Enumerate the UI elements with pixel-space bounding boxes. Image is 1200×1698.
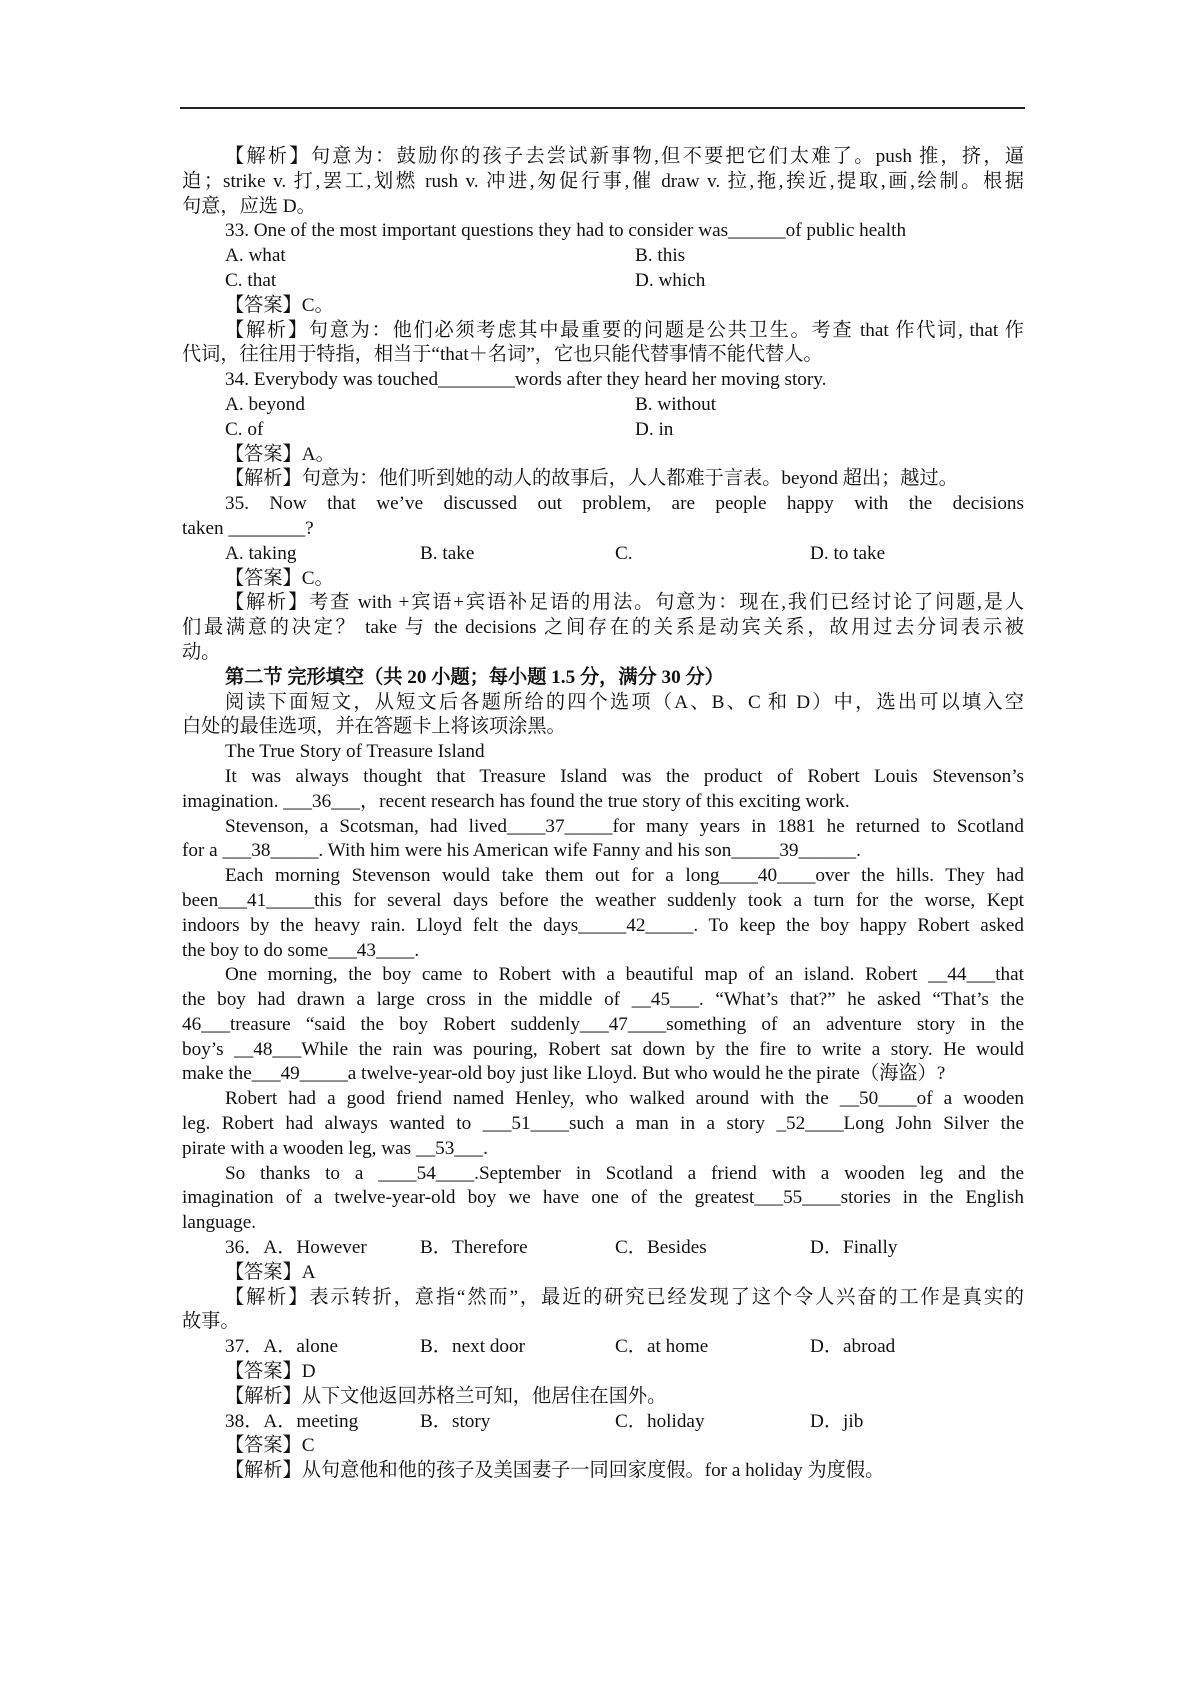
text-line: 【解析】从句意他和他的孩子及美国妻子一同回家度假。for a holiday 为度假。 bbox=[225, 1460, 885, 1482]
option-b: B. take bbox=[420, 542, 475, 564]
option-c: C．Besides bbox=[615, 1237, 707, 1259]
text-line: 【解析】句意为：他们必须考虑其中最重要的问题是公共卫生。考查 that 作代词, that 作 bbox=[225, 319, 1024, 341]
option-b: D. which bbox=[635, 269, 706, 291]
option-d: D．Finally bbox=[810, 1237, 898, 1259]
option-b: D. in bbox=[635, 418, 674, 440]
option-c: C. bbox=[615, 542, 633, 564]
document-body bbox=[182, 145, 1024, 1484]
text-line: 【解析】从下文他返回苏格兰可知，他居住在国外。 bbox=[225, 1385, 667, 1407]
option-b: B．Therefore bbox=[420, 1237, 528, 1259]
option-a: C. of bbox=[225, 418, 264, 440]
option-b: B．story bbox=[420, 1410, 491, 1432]
option-a: A. taking bbox=[225, 542, 297, 564]
option-row bbox=[182, 418, 1024, 443]
text-line: Stevenson, a Scotsman, had lived____37_____for many years in 1881 he returned to Scotland bbox=[225, 815, 1024, 837]
text-line: 【答案】A bbox=[225, 1261, 316, 1283]
text-line: imagination. ___36___，recent research has found the true story of this exciting work. bbox=[182, 790, 850, 812]
option-b: B. without bbox=[635, 393, 717, 415]
text-line: imagination of a twelve-year-old boy we have one of the greatest___55____stories in the English bbox=[182, 1187, 1024, 1209]
text-line: make the___49_____a twelve-year-old boy just like Lloyd. But who would he the pirate（海盗）? bbox=[182, 1063, 946, 1085]
option-a: 38．A．meeting bbox=[225, 1410, 359, 1432]
text-line: 35. Now that we’ve discussed out problem, are people happy with the decisions bbox=[225, 493, 1024, 515]
option-a: C. that bbox=[225, 269, 277, 291]
text-line: 【答案】C。 bbox=[225, 567, 334, 589]
text-line: taken ________? bbox=[182, 517, 314, 539]
text-line: 故事。 bbox=[182, 1311, 240, 1333]
option-row bbox=[182, 393, 1024, 418]
option-c: C．holiday bbox=[615, 1410, 705, 1432]
text-line: 迫；strike v. 打,罢工,划燃 rush v. 冲进,匆促行事,催 draw v. 拉,拖,挨近,提取,画,绘制。根据 bbox=[182, 170, 1024, 192]
text-line: 33. One of the most important questions they had to consider was______of public health bbox=[225, 220, 907, 242]
text-line: 【解析】句意为：鼓励你的孩子去尝试新事物,但不要把它们太难了。push 推，挤，逼 bbox=[225, 146, 1024, 167]
text-line: Each morning Stevenson would take them out for a long____40____over the hills. They had bbox=[225, 865, 1024, 887]
option-row bbox=[182, 244, 1024, 269]
option-a: A. beyond bbox=[225, 393, 305, 415]
text-line: been___41_____this for several days before the weather suddenly took a turn for the worse, Kept bbox=[182, 889, 1024, 911]
text-line: 动。 bbox=[182, 641, 221, 663]
option-a: 37．A．alone bbox=[225, 1336, 338, 1358]
text-line: pirate with a wooden leg, was __53___. bbox=[182, 1137, 488, 1159]
text-line: 【答案】C。 bbox=[225, 294, 334, 316]
text-line: 46___treasure “said the boy Robert suddenly___47____something of an adventure story in the bbox=[182, 1013, 1024, 1035]
text-line: 34. Everybody was touched________words after they heard her moving story. bbox=[225, 369, 827, 391]
text-line: the boy had drawn a large cross in the middle of __45___. “What’s that?” he asked “That’s the bbox=[182, 989, 1024, 1011]
text-line: for a ___38_____. With him were his American wife Fanny and his son_____39______. bbox=[182, 840, 861, 862]
text-line: One morning, the boy came to Robert with a beautiful map of an island. Robert __44___that bbox=[225, 964, 1024, 986]
text-line: The True Story of Treasure Island bbox=[225, 741, 485, 763]
text-line: 阅读下面短文，从短文后各题所给的四个选项（A、B、C 和 D）中，选出可以填入空 bbox=[225, 691, 1024, 713]
option-row bbox=[182, 1236, 1024, 1261]
text-line: boy’s __48___While the rain was pouring, Robert sat down by the fire to write a story. He would bbox=[182, 1038, 1024, 1060]
text-line: It was always thought that Treasure Island was the product of Robert Louis Stevenson’s bbox=[225, 765, 1024, 787]
text-line: 【解析】表示转折，意指“然而”，最近的研究已经发现了这个令人兴奋的工作是真实的 bbox=[225, 1286, 1024, 1308]
text-line: 第二节 完形填空（共 20 小题；每小题 1.5 分，满分 30 分） bbox=[225, 666, 724, 688]
text-line: 代词，往往用于特指，相当于“that＋名词”，它也只能代替事情不能代替人。 bbox=[182, 344, 823, 366]
text-line: So thanks to a ____54____.September in Scotland a friend with a wooden leg and the bbox=[225, 1162, 1024, 1184]
text-line: indoors by the heavy rain. Lloyd felt the days_____42_____. To keep the boy happy Robert asked bbox=[182, 914, 1024, 936]
text-line: 【答案】D bbox=[225, 1361, 316, 1383]
text-line: language. bbox=[182, 1212, 257, 1234]
text-line: 【解析】句意为：他们听到她的动人的故事后，人人都难于言表。beyond 超出；越过。 bbox=[225, 468, 958, 490]
text-line: 句意，应选 D。 bbox=[182, 195, 316, 217]
text-line: 白处的最佳选项，并在答题卡上将该项涂黑。 bbox=[182, 716, 566, 738]
option-a: 36．A．However bbox=[225, 1237, 367, 1259]
option-row bbox=[182, 542, 1024, 567]
option-d: D. to take bbox=[810, 542, 886, 564]
text-line: 【答案】C bbox=[225, 1435, 315, 1457]
text-line: Robert had a good friend named Henley, who walked around with the __50____of a wooden bbox=[225, 1088, 1024, 1110]
option-a: A. what bbox=[225, 245, 286, 267]
option-row bbox=[182, 1335, 1024, 1360]
text-line: 【解析】考查 with +宾语+宾语补足语的用法。句意为：现在,我们已经讨论了问题,是人 bbox=[225, 592, 1024, 614]
text-line: the boy to do some___43____. bbox=[182, 939, 420, 961]
option-d: D．abroad bbox=[810, 1336, 896, 1358]
text-line: 【答案】A。 bbox=[225, 443, 335, 465]
header-rule bbox=[180, 107, 1025, 109]
option-row bbox=[182, 1410, 1024, 1435]
option-b: B. this bbox=[635, 245, 686, 267]
option-c: C．at home bbox=[615, 1336, 709, 1358]
text-line: leg. Robert had always wanted to ___51____such a man in a story _52____Long John Silver the bbox=[182, 1113, 1024, 1135]
option-row bbox=[182, 269, 1024, 294]
option-d: D．jib bbox=[810, 1410, 864, 1432]
text-line: 们最满意的决定？ take 与 the decisions 之间存在的关系是动宾关系，故用过去分词表示被 bbox=[182, 617, 1024, 639]
option-b: B．next door bbox=[420, 1336, 525, 1358]
